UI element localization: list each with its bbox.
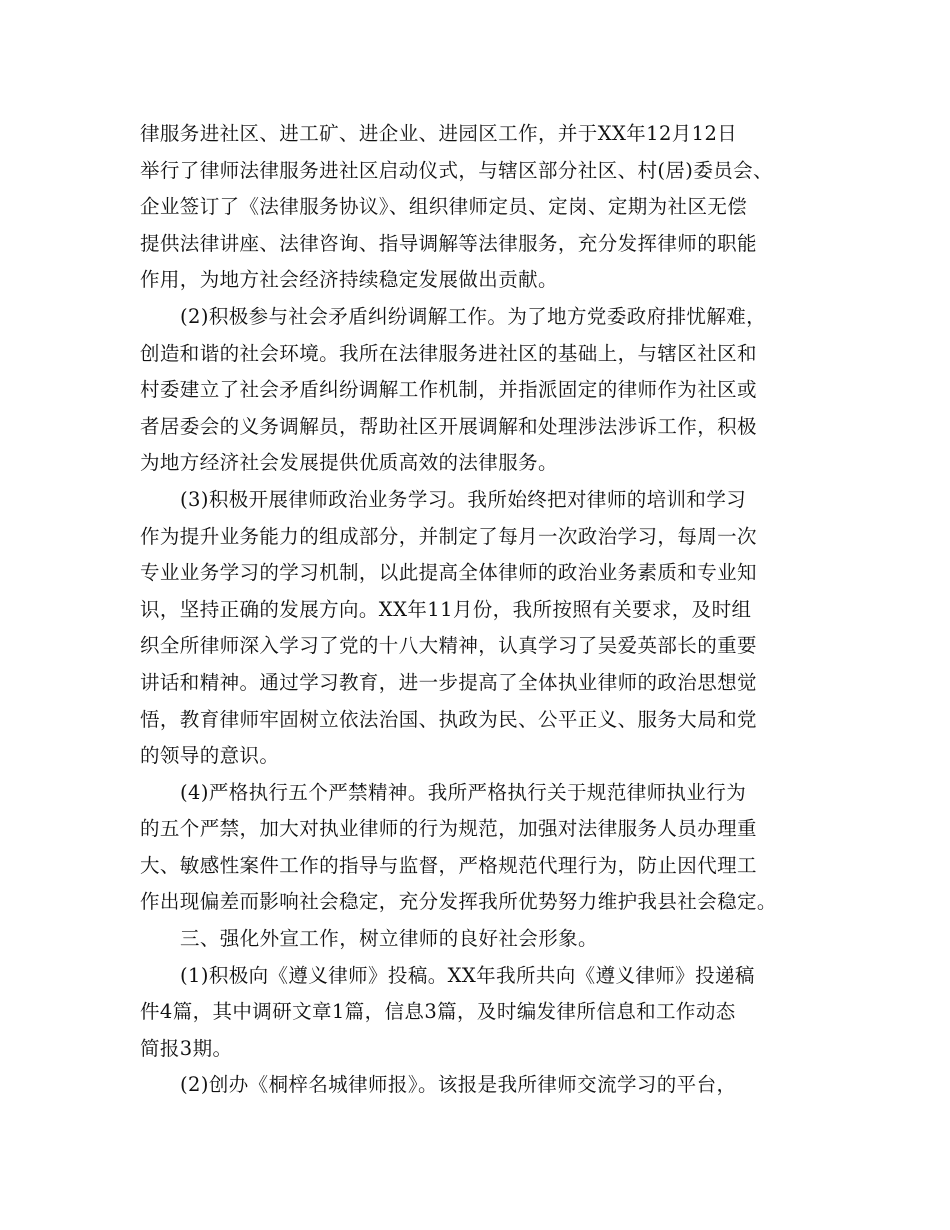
document-body xyxy=(140,116,830,1104)
text-line: 大、敏感性案件工作的指导与监督，严格规范代理行为，防止因代理工 xyxy=(140,853,757,877)
text-line: 件4篇，其中调研文章1篇，信息3篇，及时编发律所信息和工作动态 xyxy=(140,1000,736,1024)
text-line: 悟，教育律师牢固树立依法治国、执政为民、公平正义、服务大局和党 xyxy=(140,707,757,731)
text-line: 律服务进社区、进工矿、进企业、进园区工作，并于XX年12月12日 xyxy=(140,122,738,145)
text-line: 举行了律师法律服务进社区启动仪式，与辖区部分社区、村(居)委员会、 xyxy=(140,158,773,182)
text-line: (3)积极开展律师政治业务学习。我所始终把对律师的培训和学习 xyxy=(180,487,747,511)
text-line: 识，坚持正确的发展方向。XX年11月份，我所按照有关要求，及时组 xyxy=(140,597,752,621)
text-line: (2)创办《桐梓名城律师报》。该报是我所律师交流学习的平台， xyxy=(180,1073,737,1097)
text-line: 织全所律师深入学习了党的十八大精神，认真学习了吴爱英部长的重要 xyxy=(140,634,757,658)
text-line: 作为提升业务能力的组成部分，并制定了每月一次政治学习，每周一次 xyxy=(140,524,757,548)
text-line: 的五个严禁，加大对执业律师的行为规范，加强对法律服务人员办理重 xyxy=(140,817,757,841)
text-line: 讲话和精神。通过学习教育，进一步提高了全体执业律师的政治思想觉 xyxy=(140,670,757,694)
text-line: 简报3期。 xyxy=(140,1036,233,1060)
text-line: 者居委会的义务调解员，帮助社区开展调解和处理涉法涉诉工作，积极 xyxy=(140,414,757,438)
text-line: 作出现偏差而影响社会稳定，充分发挥我所优势努力维护我县社会稳定。 xyxy=(140,890,777,914)
text-line: 创造和谐的社会环境。我所在法律服务进社区的基础上，与辖区社区和 xyxy=(140,341,757,365)
text-line: 村委建立了社会矛盾纠纷调解工作机制，并指派固定的律师作为社区或 xyxy=(140,378,757,402)
text-line: 企业签订了《法律服务协议》、组织律师定员、定岗、定期为社区无偿 xyxy=(140,195,748,219)
text-line: 专业业务学习的学习机制，以此提高全体律师的政治业务素质和专业知 xyxy=(140,561,757,585)
text-line: 为地方经济社会发展提供优质高效的法律服务。 xyxy=(140,451,558,475)
text-line: 的领导的意识。 xyxy=(140,744,280,768)
text-line: 提供法律讲座、法律咨询、指导调解等法律服务，充分发挥律师的职能 xyxy=(140,231,757,255)
text-line: (4)严格执行五个严禁精神。我所严格执行关于规范律师执业行为 xyxy=(180,780,747,804)
text-line: 作用，为地方社会经济持续稳定发展做出贡献。 xyxy=(140,268,558,292)
text-line: (1)积极向《遵义律师》投稿。XX年我所共向《遵义律师》投递稿 xyxy=(180,963,755,987)
text-line: (2)积极参与社会矛盾纠纷调解工作。为了地方党委政府排忧解难， xyxy=(180,304,767,328)
text-line: 三、强化外宣工作，树立律师的良好社会形象。 xyxy=(180,927,598,951)
